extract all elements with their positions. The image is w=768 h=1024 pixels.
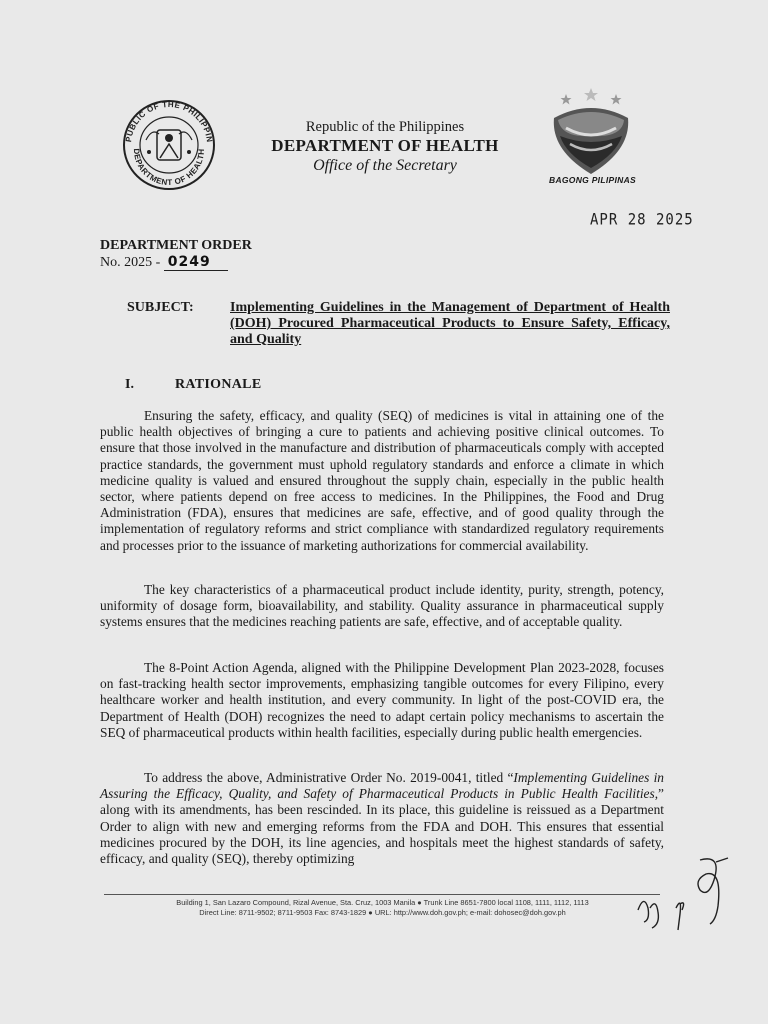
- footer-rule: [104, 894, 660, 895]
- department-order-block: [100, 238, 252, 271]
- letterhead: [240, 118, 530, 176]
- department-name: DEPARTMENT OF HEALTH: [271, 136, 499, 155]
- svg-text:DEPARTMENT OF HEALTH: DEPARTMENT OF HEALTH: [131, 148, 207, 188]
- paragraph-4: [100, 770, 664, 867]
- bagong-pilipinas-label: BAGONG PILIPINAS: [549, 175, 636, 185]
- subject-text: Implementing Guidelines in the Management of Department of Health (DOH) Procured Pharmaceutical Products to Ensure Safety, Efficacy, and Quality: [230, 300, 670, 347]
- paragraph-4-italic-title: Implementing Guidelines in Assuring the Efficacy, Quality, and Safety of Pharmaceutical Products in Public Health Facilities: [100, 770, 664, 802]
- date-stamp: APR 28 2025: [590, 210, 694, 230]
- doh-seal-icon: [104, 100, 234, 190]
- paragraph-1: Ensuring the safety, efficacy, and quality (SEQ) of medicines is vital in attaining one of the public health objectives of bringing a cure to patients and achieving positive clinical outcomes. To ensure that those involved in the manufacture and distribution of pharmaceuticals comply with accepted practice standards, the government must uphold regulatory standards and enforce a climate in which medicine quality is valued and ensured throughout the supply chain, especially in the public health sector, where patients depend on free access to medicines. In the Philippines, the Food and Drug Administration (FDA), ensures that medicines are safe, effective, and of good quality through the implementation of regulatory reforms and strict compliance with standardized regulatory requirements and processes prior to the issuance of marketing authorizations for commercial availability.: [100, 408, 664, 553]
- footer-contact-line: Direct Line: 8711-9502; 8711-9503 Fax: 8743-1829 ● URL: http://www.doh.gov.ph; e-mail: dohosec@doh.gov.ph: [199, 908, 566, 917]
- paragraph-4-text-a: To address the above, Administrative Order No. 2019-0041, titled “: [144, 770, 514, 785]
- paragraph-2: The key characteristics of a pharmaceutical product include identity, purity, strength, potency, uniformity of dosage form, bioavailability, and stability. Quality assurance in pharmaceutical supply systems ensures that the medicines reaching patients are safe, effective, and of acceptable quality.: [100, 582, 664, 630]
- section-number: I.: [125, 377, 134, 392]
- republic-line: Republic of the Philippines: [305, 119, 465, 135]
- paragraph-3: The 8-Point Action Agenda, aligned with the Philippine Development Plan 2023-2028, focuses on fast-tracking health sector improvements, emphasizing tangible outcomes for every Filipino, every healthcare worker and health institution, and every community. In light of the post-COVID era, the Department of Health (DOH) recognizes the need to adapt certain policy mechanisms to ascertain the SEQ of pharmaceutical products within health facilities, especially during public health emergencies.: [100, 660, 664, 740]
- order-number-handwritten: 0249: [164, 254, 228, 271]
- subject-label: SUBJECT:: [127, 300, 194, 315]
- order-number-prefix: No. 2025 -: [100, 255, 161, 270]
- handwritten-initials-icon: [630, 850, 740, 940]
- paragraph-4-text-b: ,” along with its amendments, has been rescinded. In its place, this guideline is reissued as a Department Order to align with new and emerging reforms from the FDA and DOH. This ensures that essential medicines procured by the DOH, its line agencies, and hospitals meet the highest standards of safety, efficacy, and quality (SEQ), thereby optimizing: [100, 786, 664, 867]
- section-title: RATIONALE: [175, 377, 262, 392]
- order-number-line: [100, 254, 252, 271]
- footer: [100, 898, 665, 918]
- office-line: Office of the Secretary: [313, 157, 457, 174]
- order-title: DEPARTMENT ORDER: [100, 238, 252, 253]
- svg-text:REPUBLIC OF THE PHILIPPINES: PUBLIC OF THE PHILIPPIN: [124, 100, 214, 144]
- bagong-pilipinas-logo-icon: [536, 88, 646, 180]
- footer-address-line: Building 1, San Lazaro Compound, Rizal Avenue, Sta. Cruz, 1003 Manila ● Trunk Line 8651-7800 local 1108, 1111, 1112, 1113: [176, 898, 589, 907]
